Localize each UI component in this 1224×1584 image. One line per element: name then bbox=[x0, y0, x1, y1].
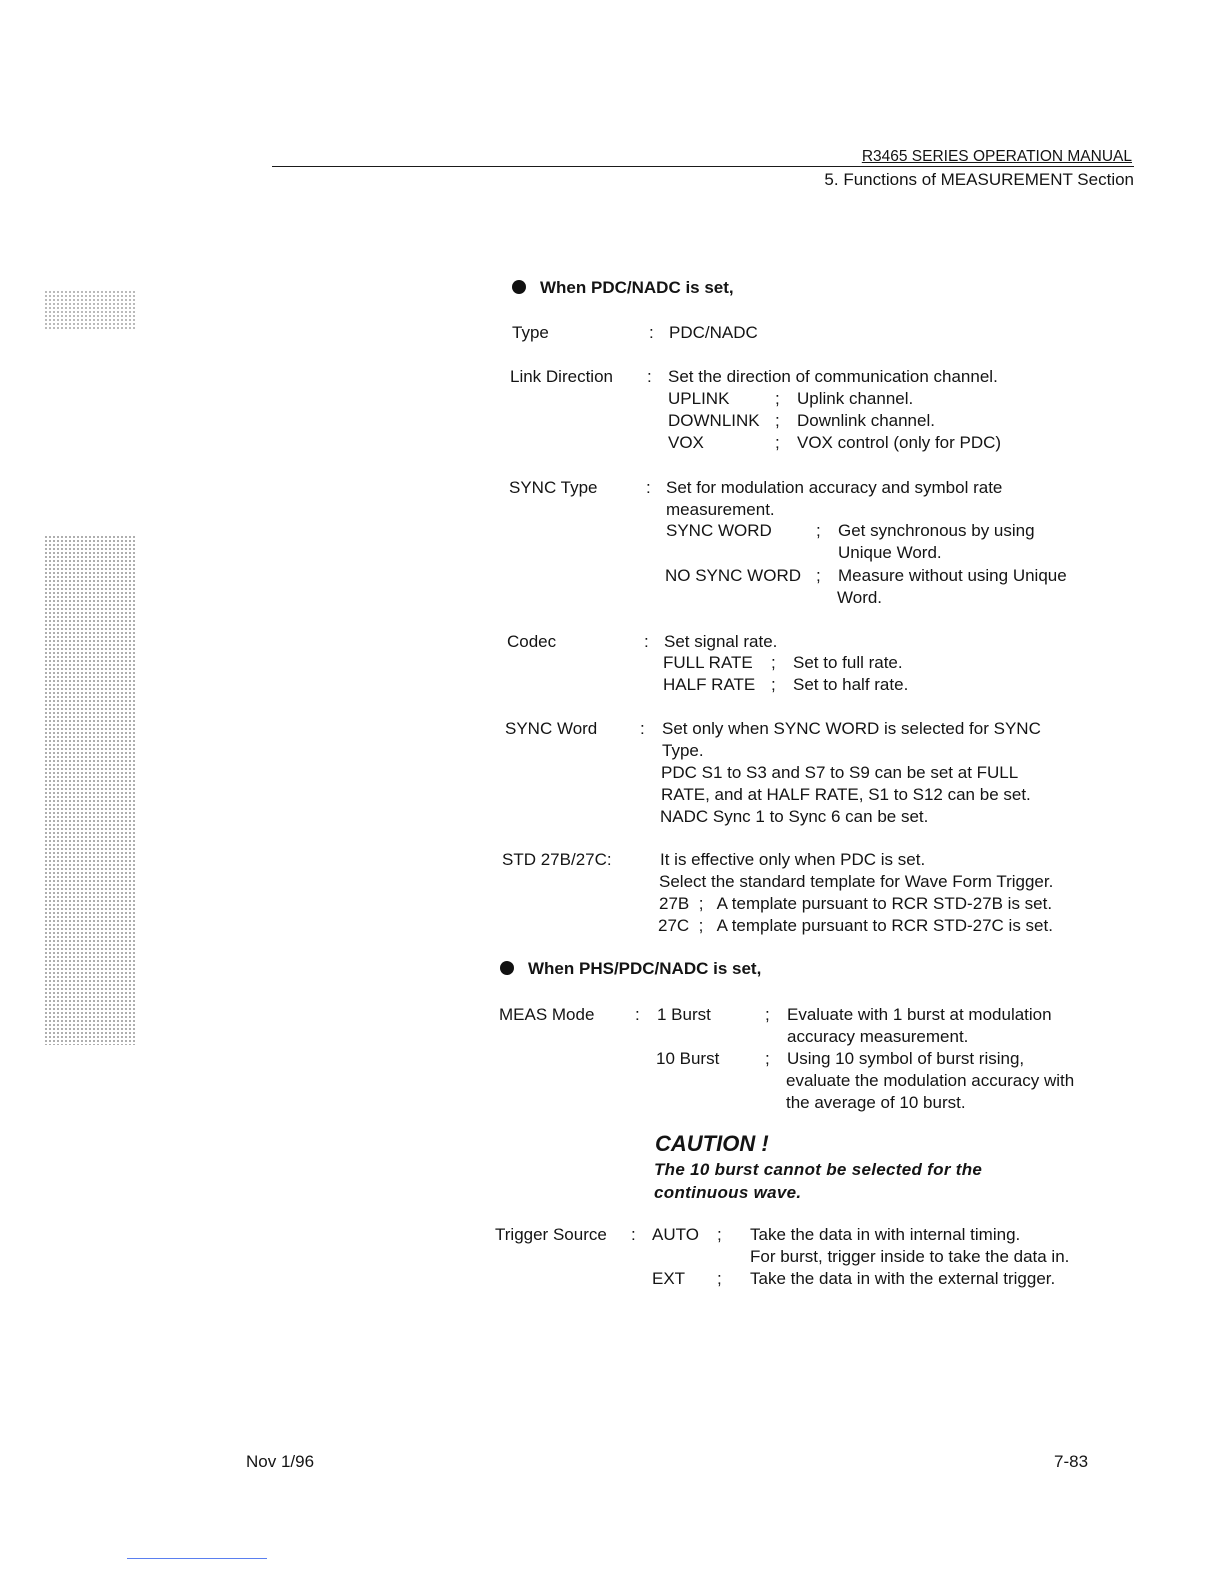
option-desc: accuracy measurement. bbox=[787, 1027, 969, 1046]
link-direction-desc: Set the direction of communication channel. bbox=[668, 367, 998, 386]
option-key: 10 Burst bbox=[656, 1049, 720, 1068]
option-key: FULL RATE bbox=[663, 653, 753, 672]
option-desc: Unique Word. bbox=[838, 543, 942, 562]
option-desc: For burst, trigger inside to take the data in. bbox=[750, 1247, 1070, 1266]
option-desc: Evaluate with 1 burst at modulation bbox=[787, 1005, 1052, 1024]
option-sep: ; bbox=[775, 433, 780, 452]
option-key: NO SYNC WORD bbox=[665, 566, 801, 585]
option-key: EXT bbox=[652, 1269, 686, 1288]
sync-word-line: Set only when SYNC WORD is selected for SYNC bbox=[662, 719, 1041, 738]
type-label: Type bbox=[512, 323, 549, 342]
footer-date: Nov 1/96 bbox=[246, 1452, 315, 1471]
sync-type-sep: : bbox=[646, 478, 651, 497]
option-sep: ; bbox=[771, 653, 776, 672]
section2-heading-text: When PHS/PDC/NADC is set, bbox=[528, 959, 762, 978]
section2-heading bbox=[500, 959, 761, 979]
sync-word-line: PDC S1 to S3 and S7 to S9 can be set at FULL bbox=[661, 763, 1019, 782]
trigger-source-sep: : bbox=[631, 1225, 636, 1244]
option-desc: Take the data in with internal timing. bbox=[750, 1225, 1021, 1244]
sync-word-line: Type. bbox=[662, 741, 704, 760]
link-direction-sep: : bbox=[647, 367, 652, 386]
sync-word-line: NADC Sync 1 to Sync 6 can be set. bbox=[660, 807, 929, 826]
option-sep: ; bbox=[765, 1005, 770, 1024]
option-key: 1 Burst bbox=[657, 1005, 711, 1024]
option-key: SYNC WORD bbox=[666, 521, 772, 540]
codec-label: Codec bbox=[507, 632, 557, 651]
option-sep: ; bbox=[816, 566, 821, 585]
option-desc: Word. bbox=[837, 588, 883, 607]
option-desc: the average of 10 burst. bbox=[786, 1093, 966, 1112]
sync-word-label: SYNC Word bbox=[505, 719, 598, 738]
caution-line: continuous wave. bbox=[654, 1183, 802, 1202]
codec-desc: Set signal rate. bbox=[664, 632, 778, 651]
std-label: STD 27B/27C: bbox=[502, 850, 612, 869]
option-desc: Set to full rate. bbox=[793, 653, 903, 672]
caution-line: The 10 burst cannot be selected for the bbox=[654, 1160, 983, 1179]
option-sep: ; bbox=[775, 411, 780, 430]
option-key: AUTO bbox=[652, 1225, 699, 1244]
option-key: HALF RATE bbox=[663, 675, 756, 694]
option-desc: Set to half rate. bbox=[793, 675, 909, 694]
header-rule bbox=[272, 166, 1134, 167]
scan-noise-top bbox=[44, 290, 136, 330]
option-sep: ; bbox=[816, 521, 821, 540]
option-desc: Uplink channel. bbox=[797, 389, 914, 408]
sync-type-desc: measurement. bbox=[666, 500, 775, 519]
std-line: Select the standard template for Wave Form Trigger. bbox=[659, 872, 1054, 891]
std-line: 27B ; A template pursuant to RCR STD-27B is set. bbox=[659, 894, 1053, 913]
type-sep: : bbox=[649, 323, 654, 342]
sync-type-desc: Set for modulation accuracy and symbol rate bbox=[666, 478, 1003, 497]
manual-title: R3465 SERIES OPERATION MANUAL bbox=[861, 148, 1132, 165]
option-sep: ; bbox=[775, 389, 780, 408]
meas-mode-label: MEAS Mode bbox=[499, 1005, 595, 1024]
std-line: 27C ; A template pursuant to RCR STD-27C is set. bbox=[658, 916, 1053, 935]
option-key: VOX bbox=[668, 433, 704, 452]
option-desc: Get synchronous by using bbox=[838, 521, 1035, 540]
type-value: PDC/NADC bbox=[669, 323, 758, 342]
option-sep: ; bbox=[717, 1225, 722, 1244]
option-key: DOWNLINK bbox=[668, 411, 760, 430]
codec-sep: : bbox=[644, 632, 649, 651]
option-desc: evaluate the modulation accuracy with bbox=[786, 1071, 1075, 1090]
option-sep: ; bbox=[765, 1049, 770, 1068]
section-title: 5. Functions of MEASUREMENT Section bbox=[824, 170, 1134, 189]
meas-mode-sep: : bbox=[635, 1005, 640, 1024]
sync-word-line: RATE, and at HALF RATE, S1 to S12 can be set. bbox=[661, 785, 1031, 804]
option-desc: VOX control (only for PDC) bbox=[797, 433, 1002, 452]
sync-type-label: SYNC Type bbox=[509, 478, 598, 497]
link-direction-label: Link Direction bbox=[510, 367, 613, 386]
option-desc: Downlink channel. bbox=[797, 411, 935, 430]
trigger-source-label: Trigger Source bbox=[495, 1225, 607, 1244]
option-desc: Using 10 symbol of burst rising, bbox=[787, 1049, 1025, 1068]
footer-page-number: 7-83 bbox=[1054, 1452, 1089, 1471]
option-desc: Take the data in with the external trigger. bbox=[750, 1269, 1056, 1288]
section1-heading bbox=[512, 278, 734, 298]
scan-noise-binding bbox=[44, 535, 136, 1045]
sync-word-sep: : bbox=[640, 719, 645, 738]
option-sep: ; bbox=[771, 675, 776, 694]
bullet-icon bbox=[512, 280, 526, 294]
option-key: UPLINK bbox=[668, 389, 730, 408]
std-line: It is effective only when PDC is set. bbox=[660, 850, 926, 869]
option-desc: Measure without using Unique bbox=[838, 566, 1067, 585]
option-sep: ; bbox=[717, 1269, 722, 1288]
bullet-icon bbox=[500, 961, 514, 975]
caution-title: CAUTION ! bbox=[655, 1131, 769, 1156]
section1-heading-text: When PDC/NADC is set, bbox=[540, 278, 734, 297]
scan-artifact-line bbox=[127, 1558, 267, 1559]
